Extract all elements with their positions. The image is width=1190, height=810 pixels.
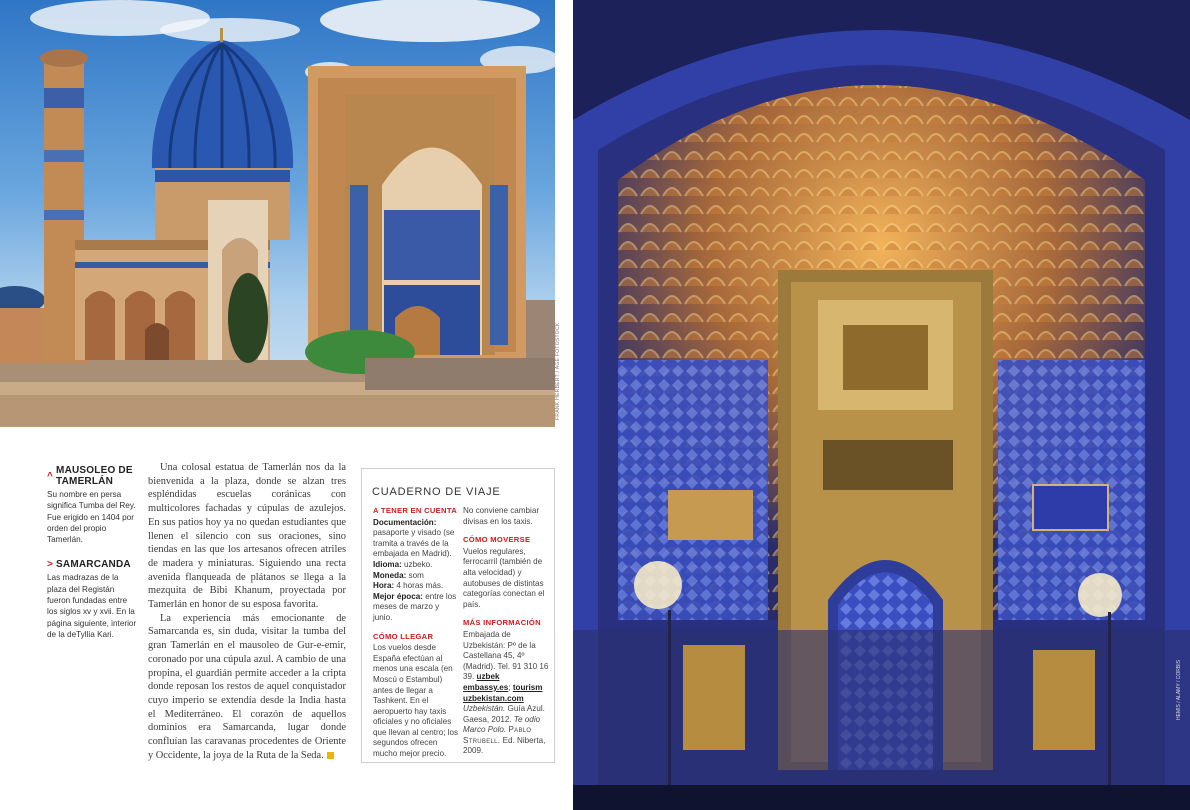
section-text: Los vuelos desde España efectúan al menos una escala (en Moscú o Estambul) antes de llegar a Tashkent. En el aeropuerto hay taxis oficiales y no oficiales que llevan al centro; los segundos ofrecen mucho mejor precio. (373, 643, 459, 759)
caption-title: SAMARCANDA (56, 559, 131, 571)
caption-text: Su nombre en persa significa Tumba del Rey. Fue erigido en 1404 por orden del propio Tamerlán. (47, 490, 136, 545)
section-text: Embajada de Uzbekistán: Pº de la Castellana 45, 4º (Madrid). Tel. 91 310 16 39. uzbek embassy.es; tourism uzbekistan.com Uzbekistán. Guía Azul. Gaesa, 2012. Te odio Marco Polo. Pablo Strubell. Ed. Niberta, 2009. (463, 629, 549, 756)
section-heading: CÓMO LLEGAR (373, 631, 434, 641)
info-line: Idioma: uzbeko. (373, 559, 433, 569)
info-line: Mejor época: entre los meses de marzo y junio. (373, 591, 457, 622)
info-line: Hora: 4 horas más. (373, 581, 444, 591)
chevron-right-icon: > (47, 559, 54, 571)
mausoleum-exterior-photo (0, 0, 555, 427)
section-heading: MÁS INFORMACIÓN (463, 618, 541, 628)
paragraph: La experiencia más emocionante de Samarcanda es, sin duda, visitar la tumba del gran Tamerlán en el mausoleo de Gur-e-emir, coronado por una cúpula azul. A cambio de una propina, el guardián permite acceder a la cripta donde reposan los restos de aquel conquistador cuyo imperio se extendía desde la India hasta el Mediterráneo. El corazón de aquellos dominios era Samarcanda, lugar donde confluían las caravanas procedentes de Oriente y Occidente, la joya de la Ruta de la Seda. (148, 612, 346, 761)
box-column-1 (373, 506, 459, 760)
end-of-article-mark (327, 752, 334, 759)
travel-notebook-box (361, 468, 555, 763)
paragraph: Una colosal estatua de Tamerlán nos da la bienvenida a la plaza, donde se alzan tres espléndidas escuelas coránicas con multicolores fachadas y cúpulas de azulejos. En sus patios hoy ya no quedan estudiantes que llenen el silencio con sus oraciones, sino tiendas en las que los artesanos ofrecen atriles de madera y miniaturas. Siguiendo una recta avenida flanqueada de plátanos se llega a la mezquita de Bibi Khanum, proyectada por Tamerlán en honor de su esposa favorita. (148, 462, 346, 611)
photo-credit-left: FRANK HERBERT / AGE FOTOSTOCK (555, 322, 561, 420)
caption-mausoleo (47, 465, 139, 545)
photo-captions (47, 465, 139, 654)
section-heading: CÓMO MOVERSE (463, 535, 531, 545)
section-text: Vuelos regulares, ferrocarril (también de alta velocidad) y autobuses de distintas categorías conectan el país. (463, 546, 545, 609)
caption-samarcanda (47, 559, 139, 640)
link-tourism[interactable]: tourism uzbekistan.com (463, 682, 543, 703)
link-embassy[interactable]: uzbek embassy.es (463, 672, 509, 692)
interior-photo (573, 0, 1190, 810)
section-text: No conviene cambiar divisas en los taxis. (463, 506, 540, 526)
section-heading: A TENER EN CUENTA (373, 506, 457, 515)
article-body (148, 461, 346, 762)
caret-up-icon: ^ (47, 470, 54, 482)
box-column-2 (463, 506, 549, 757)
caption-text: Las madrazas de la plaza del Registán fueron fundadas entre los siglos xv y xvii. En la página siguiente, interior de la deTyllia Kari. (47, 573, 137, 639)
box-title: CUADERNO DE VIAJE (372, 486, 501, 498)
info-line: Documentación: pasaporte y visado (se tramita a través de la embajada en Madrid). (373, 517, 455, 559)
caption-title: MAUSOLEO DE TAMERLÁN (56, 465, 133, 487)
info-line: Moneda: som (373, 570, 424, 580)
